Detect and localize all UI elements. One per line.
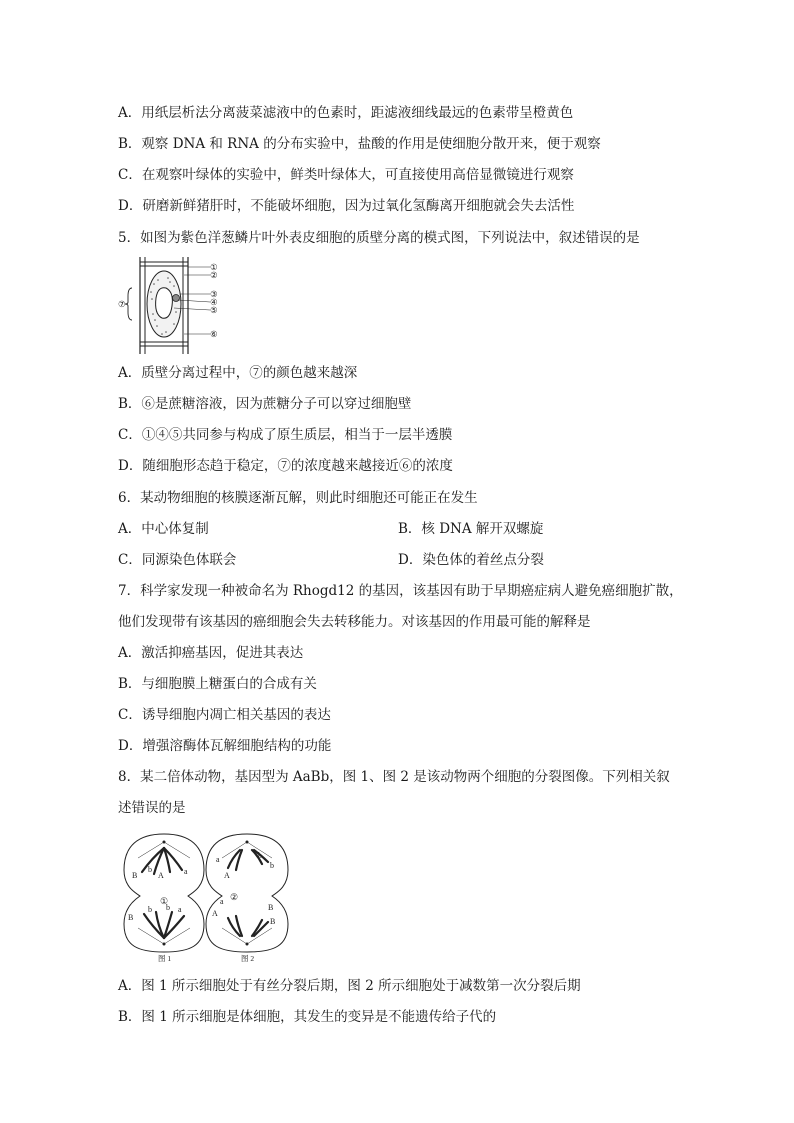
- fig1-label-b-upper: b: [148, 865, 152, 874]
- q8-option-b: B．图 1 所示细胞是体细胞，其发生的变异是不能遗传给子代的: [118, 1009, 497, 1025]
- q5-option-d: D．随细胞形态趋于稳定，⑦的浓度越来越接近⑥的浓度: [118, 458, 453, 474]
- q5-option-b: B．⑥是蔗糖溶液，因为蔗糖分子可以穿过细胞壁: [118, 396, 412, 412]
- fig2-label-circle2: ②: [230, 892, 239, 902]
- fig1-label-B-upper: B: [132, 871, 138, 880]
- q5-option-c: C．①④⑤共同参与构成了原生质层，相当于一层半透膜: [118, 427, 453, 443]
- q8-option-a: A．图 1 所示细胞处于有丝分裂后期，图 2 所示细胞处于减数第一次分裂后期: [118, 978, 581, 994]
- fig2-label-A-lower: A: [212, 909, 218, 918]
- fig1-label-b-mid: b: [166, 903, 170, 912]
- fig1-label-A: A: [158, 871, 164, 880]
- q4-option-c: C．在观察叶绿体的实验中，鲜类叶绿体大，可直接使用高倍显微镜进行观察: [118, 167, 574, 183]
- figure-1-mitosis: [118, 828, 210, 964]
- fig1-label-B-lower: B: [128, 913, 134, 922]
- q4-option-a: A．用纸层析法分离菠菜滤液中的色素时，距滤液细线最远的色素带呈橙黄色: [118, 105, 574, 121]
- q6-stem: 6．某动物细胞的核膜逐渐瓦解，则此时细胞还可能正在发生: [118, 490, 478, 506]
- fig1-label-b-lower: b: [148, 905, 152, 914]
- q5-stem: 5．如图为紫色洋葱鳞片叶外表皮细胞的质壁分离的模式图，下列说法中，叙述错误的是: [118, 230, 640, 246]
- q6-option-b: B．核 DNA 解开双螺旋: [398, 521, 544, 537]
- q4-option-d: D．研磨新鲜猪肝时，不能破坏细胞，因为过氧化氢酶离开细胞就会失去活性: [118, 198, 575, 214]
- figure-2-meiosis: [200, 828, 294, 964]
- fig2-label-B-lower: B: [270, 917, 276, 926]
- q8-stem-line2: 述错误的是: [118, 800, 186, 816]
- fig2-label-B-upper: B: [268, 903, 274, 912]
- label-2: ②: [210, 270, 218, 280]
- q4-option-b: B．观察 DNA 和 RNA 的分布实验中，盐酸的作用是使细胞分散开来，便于观察: [118, 136, 601, 152]
- fig1-caption: 图 1: [158, 954, 172, 963]
- q7-stem-line1: 7．科学家发现一种被命名为 Rhogd12 的基因，该基因有助于早期癌症病人避免癌细胞扩散，: [118, 583, 683, 599]
- q6-option-a: A．中心体复制: [118, 521, 209, 537]
- q7-option-c: C．诱导细胞内凋亡相关基因的表达: [118, 707, 331, 723]
- q6-option-c: C．同源染色体联会: [118, 552, 237, 568]
- fig2-label-b-left: b: [258, 851, 262, 860]
- fig1-label-circle1: ①: [160, 896, 169, 906]
- q7-stem-line2: 他们发现带有该基因的癌细胞会失去转移能力。对该基因的作用最可能的解释是: [118, 614, 591, 630]
- q7-option-b: B．与细胞膜上糖蛋白的合成有关: [118, 676, 317, 692]
- label-6: ⑥: [210, 329, 218, 339]
- label-5: ⑤: [210, 305, 218, 315]
- fig2-caption: 图 2: [241, 954, 255, 963]
- fig2-label-b-right: b: [270, 861, 274, 870]
- label-4: ④: [210, 297, 218, 307]
- q7-option-a: A．激活抑癌基因，促进其表达: [118, 645, 304, 661]
- fig2-label-a-lower: a: [220, 897, 224, 906]
- label-3: ③: [210, 289, 218, 299]
- label-7: ⑦: [118, 299, 126, 309]
- q8-stem-line1: 8．某二倍体动物，基因型为 AaBb，图 1、图 2 是该动物两个细胞的分裂图像。下列相关叙: [118, 769, 670, 785]
- fig1-label-a-upper: a: [184, 867, 188, 876]
- fig1-label-a-lower: a: [178, 905, 182, 914]
- plasmolysis-cell-figure: [118, 254, 228, 358]
- q7-option-d: D．增强溶酶体瓦解细胞结构的功能: [118, 738, 332, 754]
- label-1: ①: [210, 262, 218, 272]
- fig2-label-A-upper: A: [224, 871, 230, 880]
- q5-option-a: A．质壁分离过程中，⑦的颜色越来越深: [118, 365, 358, 381]
- fig2-label-a-upper: a: [216, 855, 220, 864]
- q6-option-d: D．染色体的着丝点分裂: [398, 552, 544, 568]
